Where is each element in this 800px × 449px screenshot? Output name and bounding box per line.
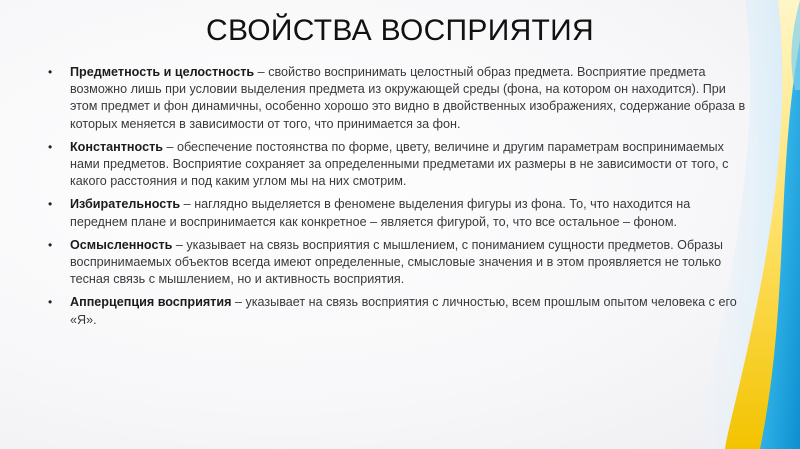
definition-meaningfulness: – указывает на связь восприятия с мышлением, с пониманием сущности предметов. Образы воспринимаемых объектов всегда имеют определенные, смысловые значения и в этом проявляется не только тесная связь с мышлением, но и активность восприятия.: [70, 237, 723, 287]
term-selectivity: Избирательность: [70, 197, 181, 212]
list-item-apperception: [48, 294, 748, 328]
bullet-icon: •: [48, 197, 53, 212]
term-constancy: Константность: [70, 139, 163, 154]
term-meaningfulness: Осмысленность: [70, 237, 173, 252]
slide-title: СВОЙСТВА ВОСПРИЯТИЯ: [206, 14, 594, 47]
bullet-icon: •: [48, 237, 53, 252]
definition-constancy: – обеспечение постоянства по форме, цвету, величине и другим параметрам воспринимаемых нами предметов. Восприятие сохраняет за определенными предметами их размеры в не зависимости от того, с какого расстояния и под каким углом мы на них смотрим.: [70, 139, 729, 189]
list-item-objectness: [48, 64, 748, 133]
term-apperception: Апперцепция восприятия: [70, 295, 232, 310]
definition-objectness: – свойство воспринимать целостный образ предмета. Восприятие предмета возможно лишь при условии выделения предмета из окружающей среды (фона, на котором он находится). При этом предмет и фон динамичны, особенно хорошо это видно в двойственных изображениях, содержание образа в которых меняется в зависимости от того, что принимается за фон.: [70, 65, 746, 131]
list-item-constancy: [48, 139, 748, 191]
list-item-meaningfulness: [48, 237, 748, 289]
properties-list: [48, 64, 748, 335]
definition-apperception: – указывает на связь восприятия с личностью, всем прошлым опытом человека с его «Я».: [70, 295, 737, 327]
bullet-icon: •: [48, 295, 53, 310]
definition-selectivity: – наглядно выделяется в феномене выделения фигуры из фона. То, что находится на переднем плане и воспринимается как конкретное – является фигурой, то, что все остальное – фоном.: [70, 197, 691, 229]
list-item-selectivity: [48, 196, 748, 230]
bullet-icon: •: [48, 65, 53, 79]
bullet-icon: •: [48, 139, 53, 154]
term-objectness: Предметность и целостность: [70, 65, 255, 79]
